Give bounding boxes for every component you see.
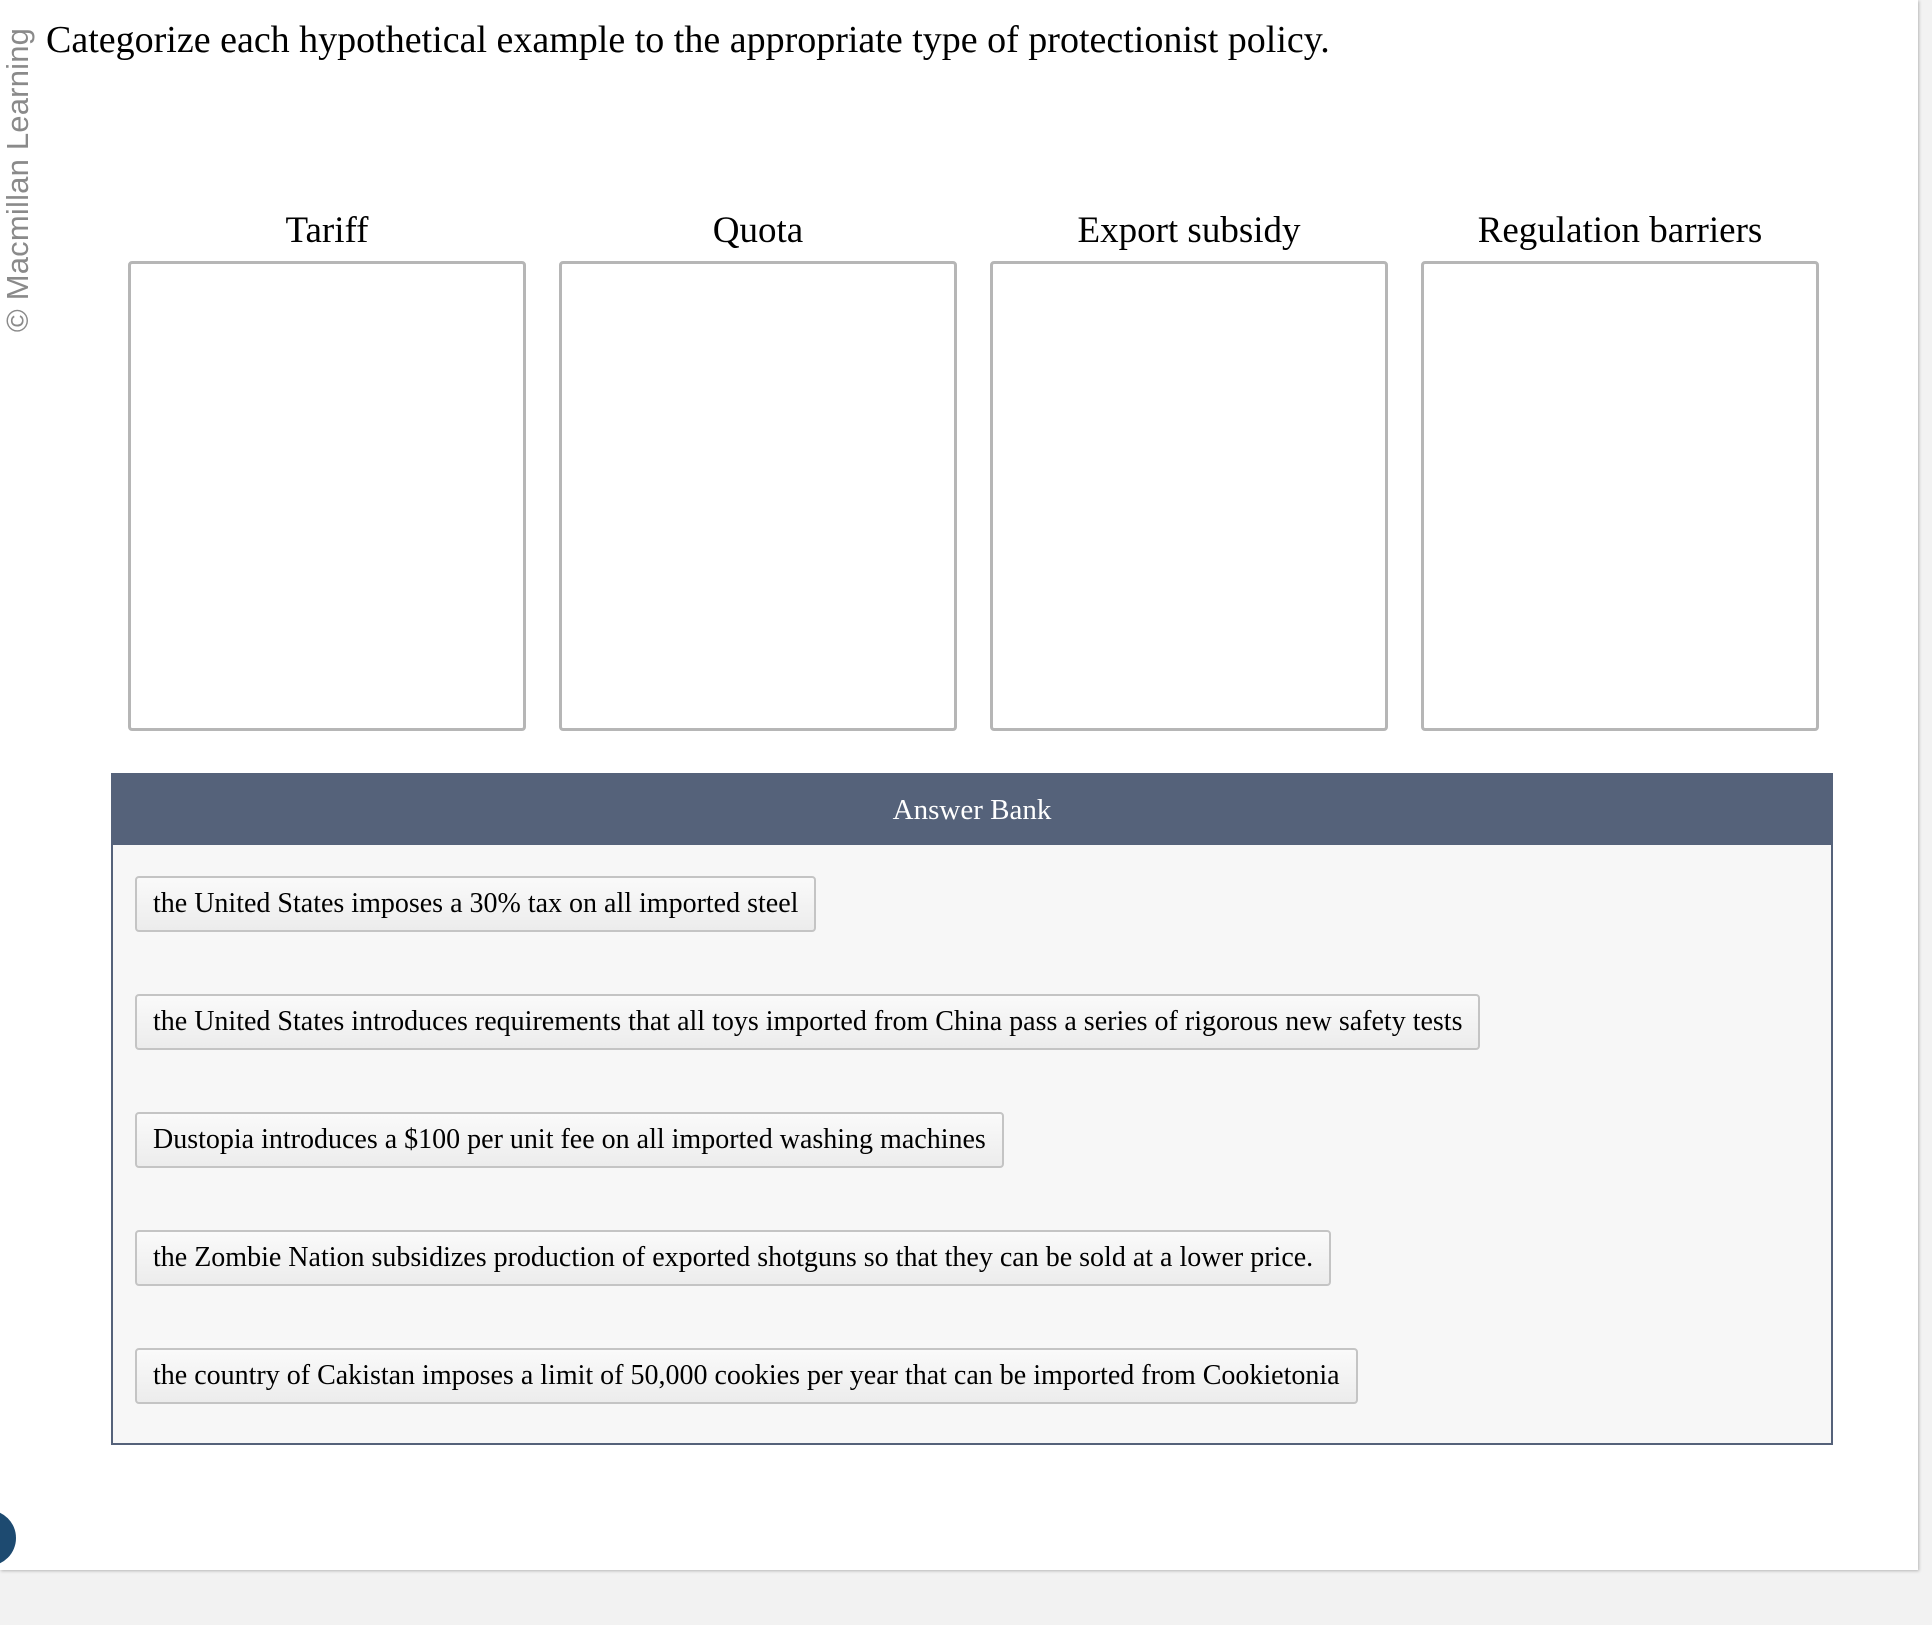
answer-bank — [111, 773, 1833, 1445]
answer-chip[interactable]: the country of Cakistan imposes a limit of 50,000 cookies per year that can be imported from Cookietonia — [135, 1348, 1358, 1404]
answer-bank-list — [113, 876, 1831, 1404]
category-regulation-barriers — [1421, 205, 1819, 731]
answer-bank-header: Answer Bank — [113, 775, 1831, 845]
export-subsidy-dropzone[interactable] — [990, 261, 1388, 731]
watermark-text: © Macmillan Learning — [0, 27, 36, 333]
question-prompt: Categorize each hypothetical example to the appropriate type of protectionist policy. — [46, 19, 1330, 61]
category-tariff — [128, 205, 526, 731]
tariff-dropzone[interactable] — [128, 261, 526, 731]
answer-chip[interactable]: Dustopia introduces a $100 per unit fee on all imported washing machines — [135, 1112, 1004, 1168]
category-label: Regulation barriers — [1477, 210, 1763, 251]
answer-chip[interactable]: the United States imposes a 30% tax on all imported steel — [135, 876, 816, 932]
answer-chip[interactable]: the United States introduces requirements that all toys imported from China pass a series of rigorous new safety tests — [135, 994, 1480, 1050]
copyright-watermark — [0, 27, 36, 333]
category-quota — [559, 205, 957, 731]
category-label: Tariff — [285, 210, 369, 251]
regulation-barriers-dropzone[interactable] — [1421, 261, 1819, 731]
category-label: Export subsidy — [1077, 210, 1301, 251]
quota-dropzone[interactable] — [559, 261, 957, 731]
answer-chip[interactable]: the Zombie Nation subsidizes production of exported shotguns so that they can be sold at a lower price. — [135, 1230, 1331, 1286]
category-label: Quota — [712, 210, 804, 251]
category-export-subsidy — [990, 205, 1388, 731]
